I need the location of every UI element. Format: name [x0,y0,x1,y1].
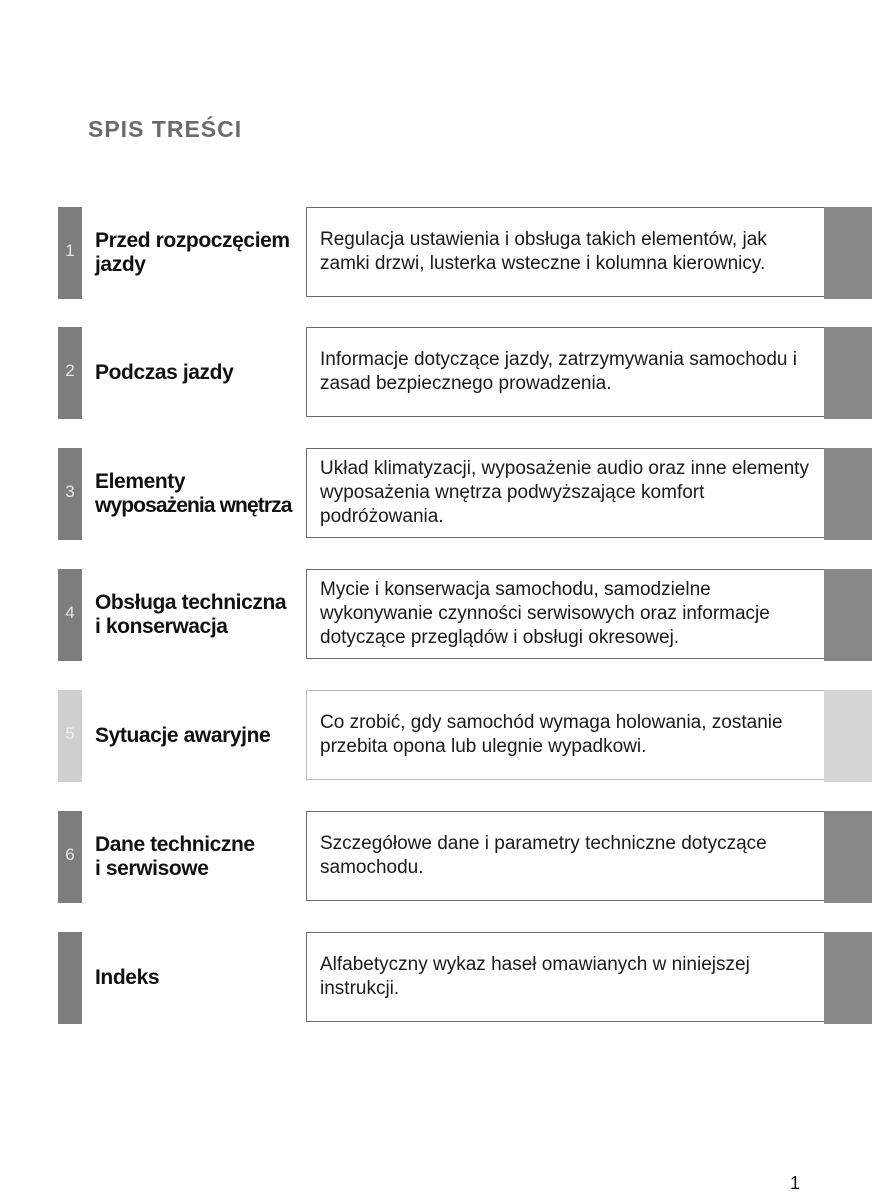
chapter-description-text: Regulacja ustawienia i obsługa takich elementów, jak zamki drzwi, lusterka wsteczne i kolumna kierownicy. [320,229,767,274]
chapter-title[interactable] [95,811,305,903]
chapter-number: 6 [65,845,75,864]
chapter-description-text: Alfabetyczny wykaz haseł omawianych w niniejszej instrukcji. [320,954,750,999]
chapter-description [306,811,824,901]
chapter-title-line: wyposażenia wnętrza [95,494,292,517]
chapter-description [306,569,824,659]
chapter-title[interactable] [95,448,305,540]
chapter-title-line: Dane techniczne [95,833,255,856]
edge-thumb-tab [824,690,872,782]
edge-thumb-tab [824,811,872,903]
chapter-description-text: Informacje dotyczące jazdy, zatrzymywania samochodu i zasad bezpiecznego prowadzenia. [320,349,797,394]
chapter-title-line: Elementy [95,470,186,493]
chapter-tab[interactable] [58,207,82,299]
chapter-title[interactable] [95,932,305,1024]
chapter-tab[interactable] [58,448,82,540]
chapter-description [306,932,824,1022]
chapter-description-text: Co zrobić, gdy samochód wymaga holowania, zostanie przebita opona lub ulegnie wypadkowi. [320,712,783,757]
chapter-title-line: Obsługa techniczna [95,591,287,614]
toc-row-specifications[interactable] [0,811,872,903]
chapter-title[interactable] [95,569,305,661]
chapter-title-line: i serwisowe [95,857,209,880]
chapter-description-text: Układ klimatyzacji, wyposażenie audio oraz inne elementy wyposażenia wnętrza podwyższające komfort podróżowania. [320,458,809,527]
chapter-number: 4 [65,603,75,622]
chapter-tab[interactable] [58,569,82,661]
chapter-title-line: i konserwacja [95,615,228,638]
toc-row-while-driving[interactable] [0,327,872,419]
page-number: 1 [789,1173,800,1193]
chapter-description [306,327,824,417]
chapter-title-line: Przed rozpoczęciem [95,229,290,252]
chapter-number: 3 [65,482,75,501]
chapter-title[interactable] [95,690,305,782]
chapter-title[interactable] [95,207,305,299]
chapter-tab[interactable] [58,932,82,1024]
edge-thumb-tab [824,932,872,1024]
chapter-number: 5 [65,724,75,743]
toc-row-maintenance[interactable] [0,569,872,661]
chapter-title-line: Sytuacje awaryjne [95,724,271,747]
chapter-title-line: jazdy [95,253,146,276]
chapter-description-text: Szczegółowe dane i parametry techniczne dotyczące samochodu. [320,833,767,878]
chapter-tab[interactable] [58,690,82,782]
page-title: SPIS TREŚCI [88,116,243,142]
chapter-tab[interactable] [58,811,82,903]
edge-thumb-tab [824,207,872,299]
chapter-description [306,690,824,780]
edge-thumb-tab [824,327,872,419]
chapter-title[interactable] [95,327,305,419]
chapter-description [306,448,824,538]
edge-thumb-tab [824,448,872,540]
chapter-tab[interactable] [58,327,82,419]
chapter-description-text: Mycie i konserwacja samochodu, samodzielne wykonywanie czynności serwisowych oraz informacje dotyczące przeglądów i obsługi okresowej. [320,579,770,648]
toc-row-interior-features[interactable] [0,448,872,540]
chapter-title-line: Podczas jazdy [95,361,234,384]
chapter-title-line: Indeks [95,966,160,989]
edge-thumb-tab [824,569,872,661]
chapter-number: 1 [65,241,75,260]
toc-row-index[interactable] [0,932,872,1024]
toc-row-emergencies[interactable] [0,690,872,782]
toc-row-before-driving[interactable] [0,207,872,299]
chapter-description [306,207,824,297]
chapter-number: 2 [65,361,75,380]
